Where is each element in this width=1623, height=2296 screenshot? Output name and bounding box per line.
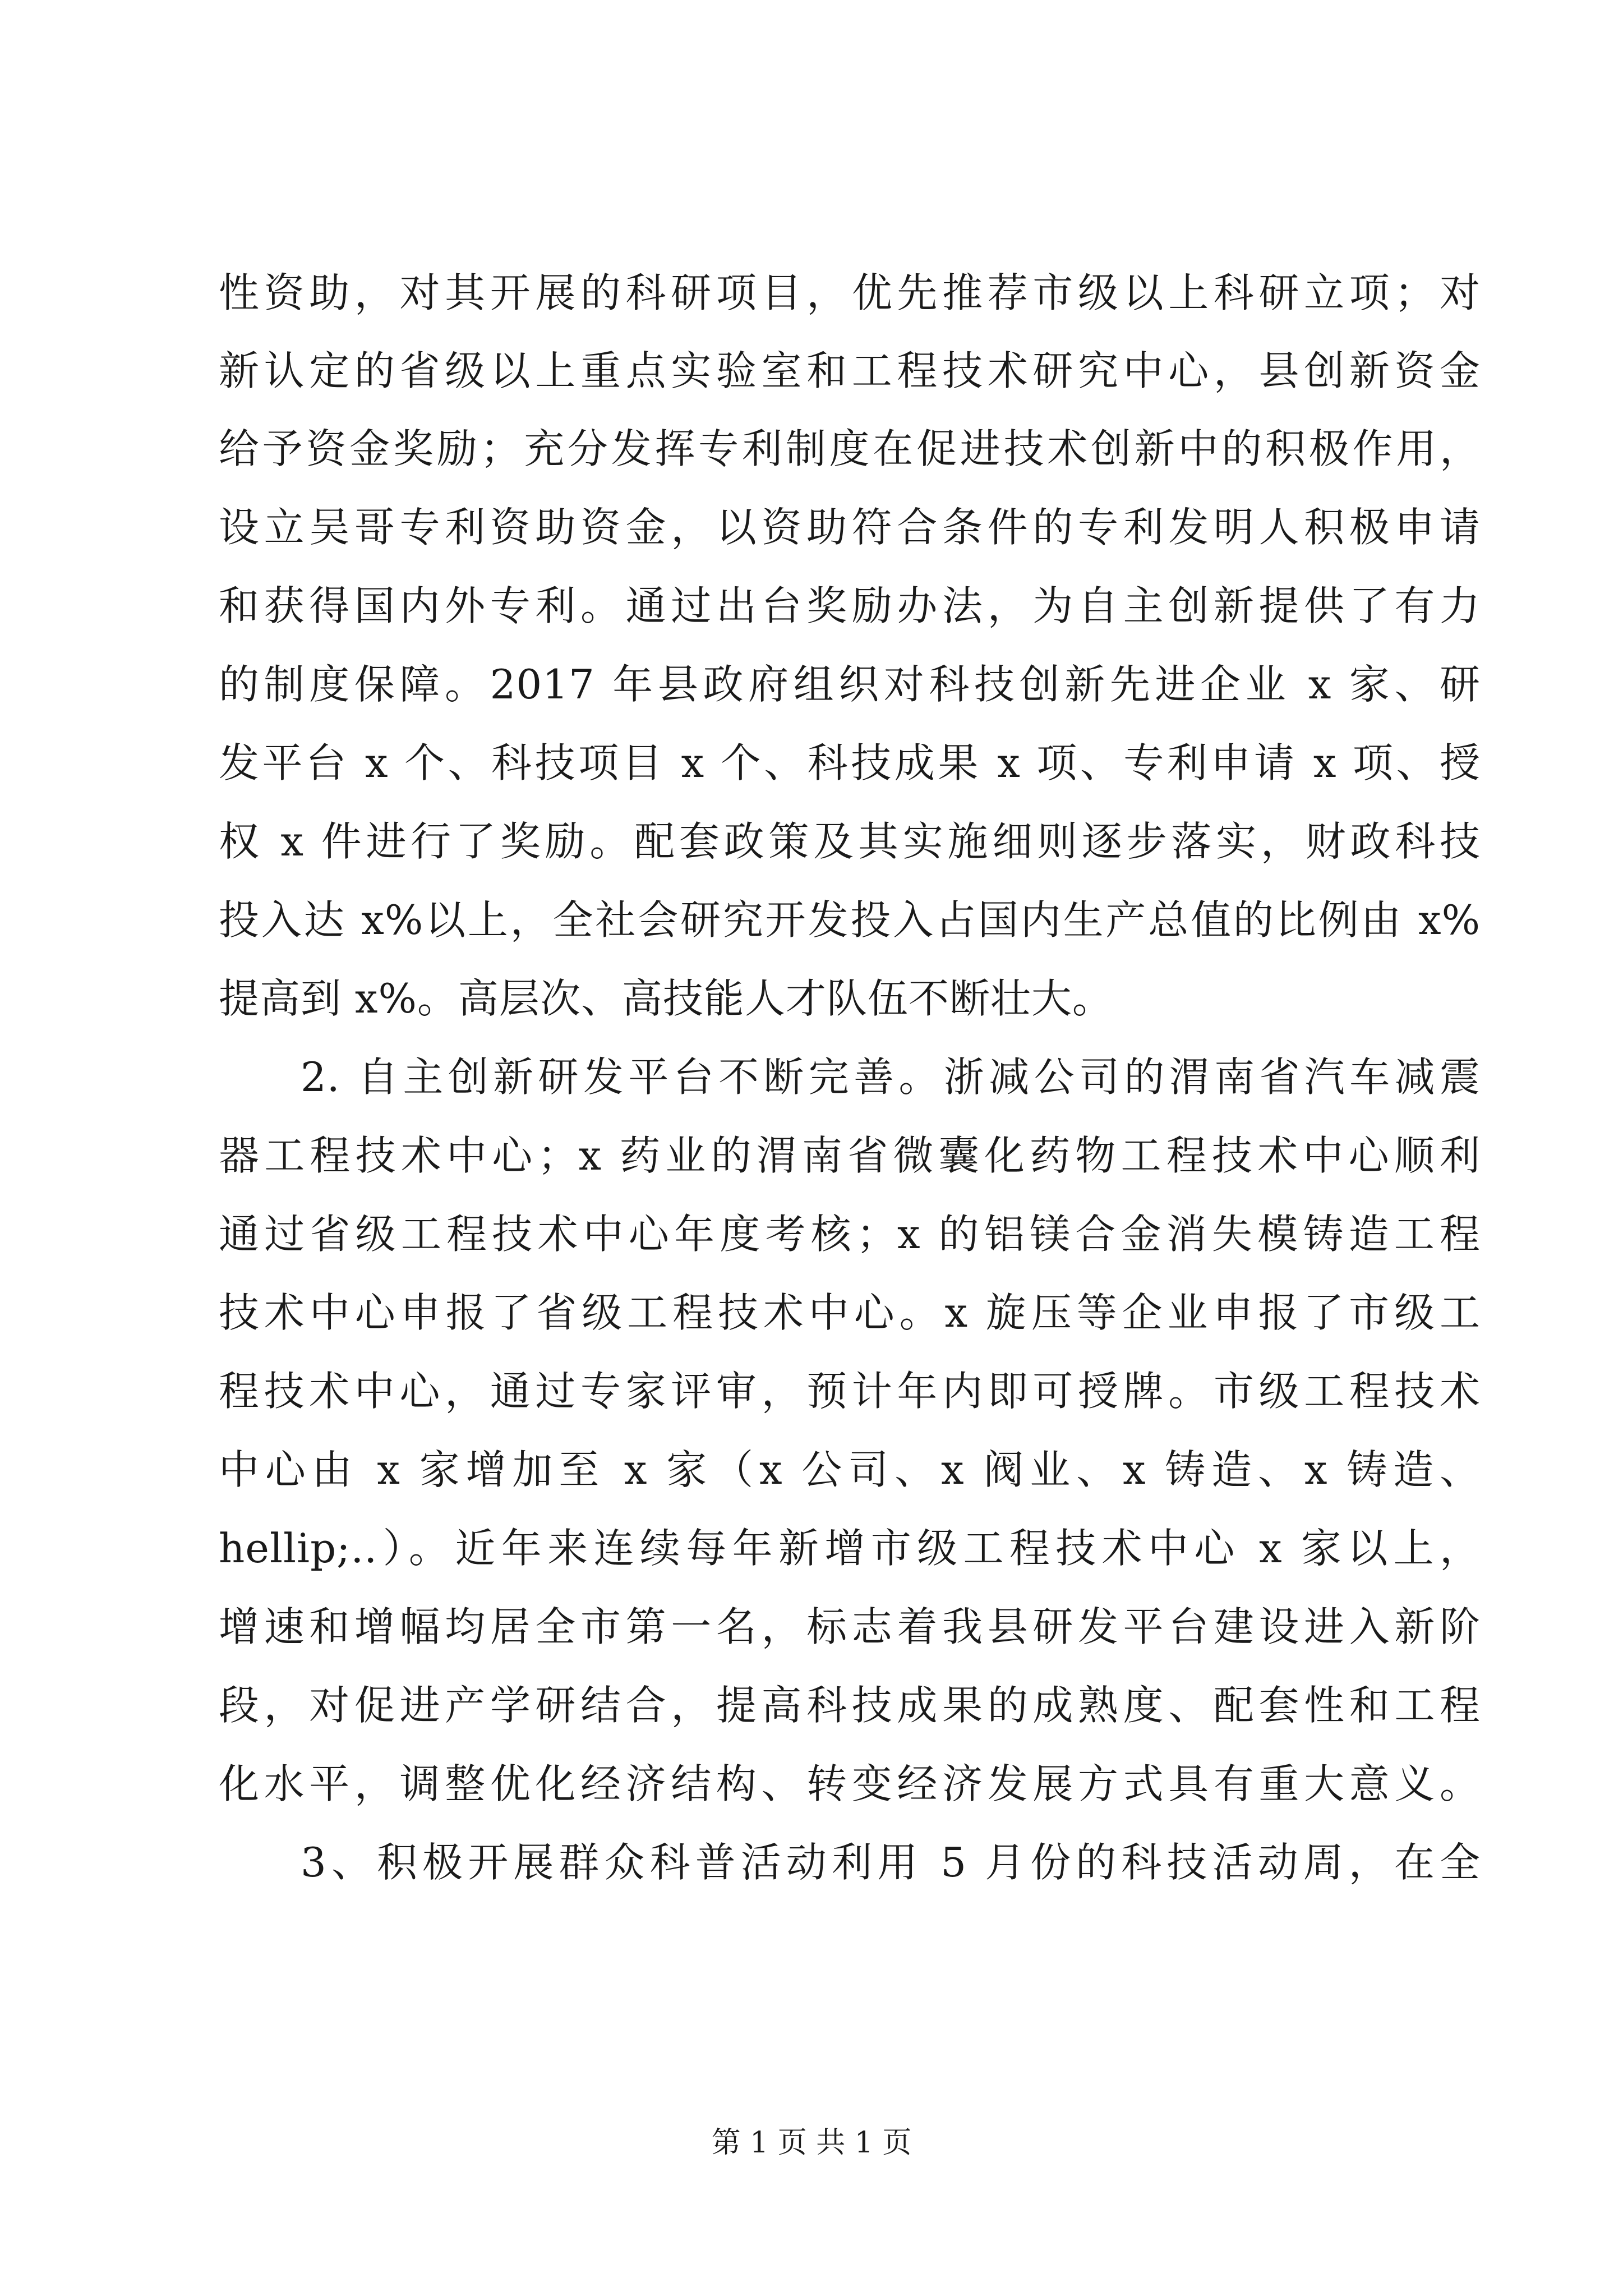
body-text-line: 中心由 x 家增加至 x 家（x 公司、x 阀业、x 铸造、x 铸造、 bbox=[219, 1446, 1481, 1493]
body-text-line: 设立吴哥专利资助资金，以资助符合条件的专利发明人积极申请 bbox=[219, 504, 1481, 551]
body-text-line: 和获得国内外专利。通过出台奖励办法，为自主创新提供了有力 bbox=[219, 582, 1481, 629]
body-text-line: 新认定的省级以上重点实验室和工程技术研究中心，县创新资金 bbox=[219, 347, 1481, 394]
body-text-line: 增速和增幅均居全市第一名，标志着我县研发平台建设进入新阶 bbox=[219, 1603, 1481, 1650]
body-text-line: 发平台 x 个、科技项目 x 个、科技成果 x 项、专利申请 x 项、授 bbox=[219, 739, 1481, 786]
body-text-line: 投入达 x%以上，全社会研究开发投入占国内生产总值的比例由 x% bbox=[219, 896, 1481, 944]
body-text-line: 化水平，调整优化经济结构、转变经济发展方式具有重大意义。 bbox=[219, 1760, 1481, 1807]
body-text-line: 权 x 件进行了奖励。配套政策及其实施细则逐步落实，财政科技 bbox=[219, 818, 1481, 865]
body-text-line: 器工程技术中心；x 药业的渭南省微囊化药物工程技术中心顺利 bbox=[219, 1132, 1481, 1179]
section-heading-line: 2. 自主创新研发平台不断完善。浙减公司的渭南省汽车减震 bbox=[301, 1053, 1481, 1101]
body-text-line: 的制度保障。2017 年县政府组织对科技创新先进企业 x 家、研 bbox=[219, 661, 1481, 708]
body-text-line: 性资助，对其开展的科研项目，优先推荐市级以上科研立项；对 bbox=[219, 269, 1481, 316]
section-heading-line: 3、积极开展群众科普活动利用 5 月份的科技活动周，在全 bbox=[301, 1839, 1481, 1886]
page-footer: 第 1 页 共 1 页 bbox=[711, 2126, 912, 2160]
body-text-line: 程技术中心，通过专家评审，预计年内即可授牌。市级工程技术 bbox=[219, 1368, 1481, 1415]
body-text-line: 给予资金奖励；充分发挥专利制度在促进技术创新中的积极作用， bbox=[219, 425, 1481, 472]
body-text-line: 提高到 x%。高层次、高技能人才队伍不断壮大。 bbox=[219, 975, 1113, 1022]
body-text-line: 技术中心申报了省级工程技术中心。x 旋压等企业申报了市级工 bbox=[219, 1289, 1481, 1336]
body-text-line: hellip;..）。近年来连续每年新增市级工程技术中心 x 家以上， bbox=[219, 1525, 1481, 1572]
body-text-line: 段，对促进产学研结合，提高科技成果的成熟度、配套性和工程 bbox=[219, 1682, 1481, 1729]
body-text-line: 通过省级工程技术中心年度考核；x 的铝镁合金消失模铸造工程 bbox=[219, 1211, 1481, 1258]
